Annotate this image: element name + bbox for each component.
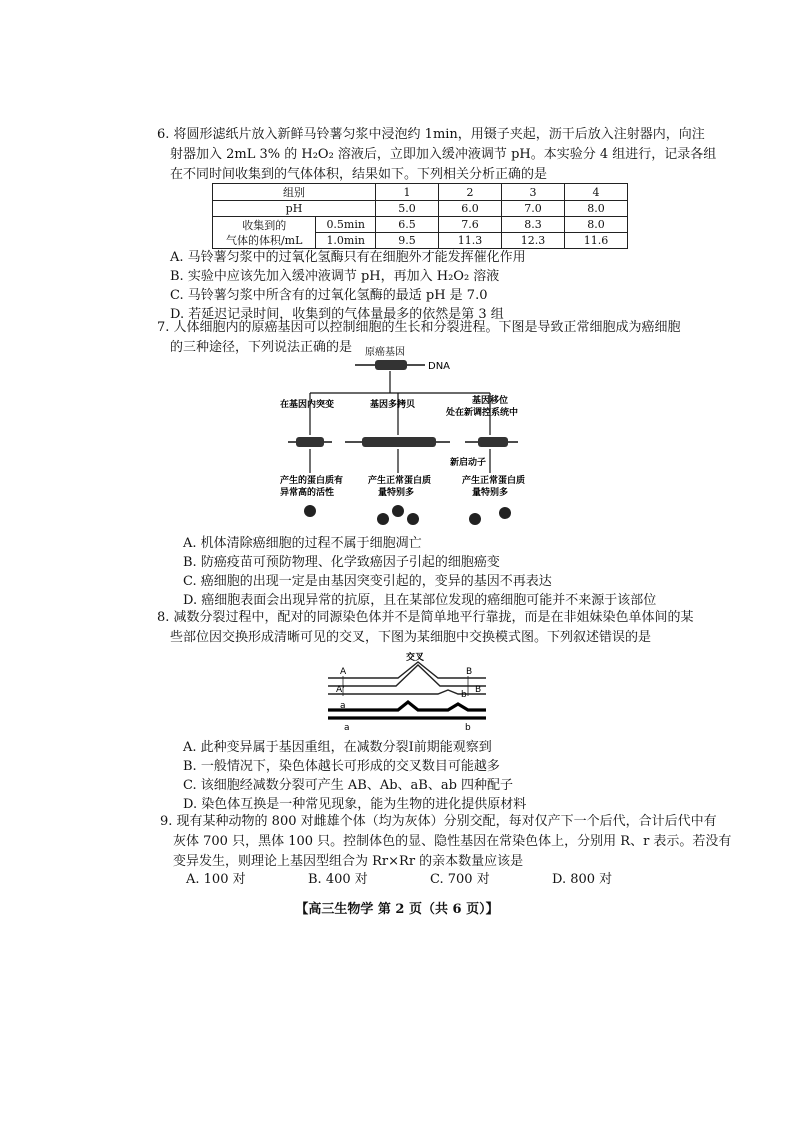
table-cell: 12.3 <box>502 233 565 249</box>
q8-line-2: 些部位因交换形成清晰可见的交叉，下图为某细胞中交换模式图。下列叙述错误的是 <box>170 630 652 645</box>
cancer-cell-icon <box>377 513 389 525</box>
result-3-line-2: 量特别多 <box>472 488 509 498</box>
q7-option-c: C. 癌细胞的出现一定是由基因突变引起的，变异的基因不再表达 <box>183 574 552 589</box>
branch-2-label: 基因多拷贝 <box>370 400 416 410</box>
q6-option-a: A. 马铃薯匀浆中的过氧化氢酶只有在细胞外才能发挥催化作用 <box>170 250 526 265</box>
q6-option-d: D. 若延迟记录时间，收集到的气体量最多的依然是第 3 组 <box>170 307 504 322</box>
q6-line-1: 6. 将圆形滤纸片放入新鲜马铃薯匀浆中浸泡约 1min，用镊子夹起，沥干后放入注射器内，向注 <box>157 127 705 142</box>
gene-a: a <box>340 701 346 711</box>
q6-data-table <box>212 183 628 249</box>
table-cell: 7.6 <box>439 217 502 233</box>
q6-option-c: C. 马铃薯匀浆中所含有的过氧化氢酶的最适 pH 是 7.0 <box>170 288 488 303</box>
q7-line-2: 的三种途径，下列说法正确的是 <box>170 340 353 355</box>
q8-option-d: D. 染色体互换是一种常见现象，能为生物的进化提供原材料 <box>183 797 527 812</box>
q8-option-b: B. 一般情况下，染色体越长可形成的交叉数目可能越多 <box>183 759 500 774</box>
table-cell: 8.0 <box>565 217 628 233</box>
table-cell: 8.3 <box>502 217 565 233</box>
gene-b: b <box>461 690 467 700</box>
cancer-cell-icon <box>392 505 404 517</box>
table-cell: 7.0 <box>502 201 565 217</box>
table-cell: 4 <box>565 184 628 201</box>
result-2-line-2: 量特别多 <box>378 488 415 498</box>
table-cell: 9.5 <box>376 233 439 249</box>
chromatid-dark-1 <box>328 702 486 710</box>
table-cell: 6.5 <box>376 217 439 233</box>
branch-1-label: 在基因内突变 <box>280 400 335 410</box>
branch-3-label-2: 处在新调控系统中 <box>446 408 519 418</box>
question-8-stem <box>157 608 694 648</box>
table-gas-label <box>213 217 316 249</box>
cancer-cell-icon <box>469 513 481 525</box>
gene-A2: A' <box>336 685 345 695</box>
gene-A: A <box>340 667 347 677</box>
question-9-stem <box>160 812 731 872</box>
chromatid-light-2 <box>328 665 486 686</box>
q7-line-1: 7. 人体细胞内的原癌基因可以控制细胞的生长和分裂进程。下图是导致正常细胞成为癌细胞 <box>157 320 681 335</box>
proto-oncogene-label: 原癌基因 <box>365 347 405 358</box>
q9-option-c: C. 700 对 <box>430 872 490 887</box>
table-header-group: 组别 <box>213 184 376 201</box>
result-3-line-1: 产生正常蛋白质 <box>462 476 526 486</box>
gene-B: B <box>466 667 473 677</box>
branch-3-label-1: 基因移位 <box>472 396 509 406</box>
table-cell: 11.3 <box>439 233 502 249</box>
amplified-gene <box>362 437 436 447</box>
q6-line-3: 在不同时间收集到的气体体积，结果如下。下列相关分析正确的是 <box>170 167 548 182</box>
table-cell: 3 <box>502 184 565 201</box>
q8-option-c: C. 该细胞经减数分裂可产生 AB、Ab、aB、ab 四种配子 <box>183 778 514 793</box>
page-footer: 【高三生物学 第 2 页（共 6 页）】 <box>295 902 499 917</box>
gene-B2: B <box>475 685 482 695</box>
translocated-gene <box>478 437 508 447</box>
result-1-line-1: 产生的蛋白质有 <box>280 476 344 486</box>
question-6-stem <box>157 125 716 185</box>
q9-line-1: 9. 现有某种动物的 800 对雌雄个体（均为灰体）分别交配，每对仅产下一个后代，合计后代中有 <box>160 814 717 829</box>
q6-option-b: B. 实验中应该先加入缓冲液调节 pH，再加入 H₂O₂ 溶液 <box>170 269 500 284</box>
gas-label-2: 气体的体积/mL <box>225 233 303 247</box>
crossover-label: 交叉 <box>406 653 425 663</box>
table-cell: 0.5min <box>316 217 376 233</box>
gene-a2: a <box>344 723 350 732</box>
q7-option-b: B. 防癌疫苗可预防物理、化学致癌因子引起的细胞癌变 <box>183 555 500 570</box>
table-cell: 6.0 <box>439 201 502 217</box>
table-ph-label: pH <box>213 201 376 217</box>
cancer-cell-icon <box>304 505 316 517</box>
gas-label-1: 收集到的 <box>242 218 287 232</box>
q7-option-a: A. 机体清除癌细胞的过程不属于细胞凋亡 <box>183 536 422 551</box>
q9-option-b: B. 400 对 <box>308 872 368 887</box>
cancer-cell-icon <box>499 507 511 519</box>
table-cell: 1.0min <box>316 233 376 249</box>
table-cell: 1 <box>376 184 439 201</box>
cancer-cell-icon <box>407 513 419 525</box>
cancer-pathway-diagram <box>250 345 540 535</box>
q8-line-1: 8. 减数分裂过程中，配对的同源染色体并不是简单地平行靠拢，而是在非姐妹染色单体间的某 <box>157 610 694 625</box>
mutated-gene <box>296 437 324 447</box>
q6-line-2: 射器加入 2mL 3% 的 H₂O₂ 溶液后，立即加入缓冲液调节 pH。本实验分 4 组进行，记录各组 <box>170 147 717 162</box>
q9-option-d: D. 800 对 <box>552 872 613 887</box>
table-cell: 8.0 <box>565 201 628 217</box>
table-cell: 2 <box>439 184 502 201</box>
result-1-line-2: 异常高的活性 <box>280 488 335 498</box>
q7-option-d: D. 癌细胞表面会出现异常的抗原，且在某部位发现的癌细胞可能并不来源于该部位 <box>183 593 657 608</box>
gene-block <box>375 360 407 370</box>
table-cell: 11.6 <box>565 233 628 249</box>
result-2-line-1: 产生正常蛋白质 <box>368 476 432 486</box>
gene-b2: b <box>465 723 471 732</box>
table-cell: 5.0 <box>376 201 439 217</box>
q9-line-2: 灰体 700 只，黑体 100 只。控制体色的显、隐性基因在常染色体上，分别用 R、r 表示。若没有 <box>173 834 732 849</box>
q9-option-a: A. 100 对 <box>186 872 246 887</box>
q8-option-a: A. 此种变异属于基因重组，在减数分裂Ⅰ前期能观察到 <box>183 740 492 755</box>
crossover-diagram <box>318 650 493 732</box>
dna-label: DNA <box>428 361 451 372</box>
promoter-label: 新启动子 <box>450 458 487 468</box>
q9-line-3: 变异发生，则理论上基因型组合为 Rr×Rr 的亲本数量应该是 <box>173 854 524 869</box>
